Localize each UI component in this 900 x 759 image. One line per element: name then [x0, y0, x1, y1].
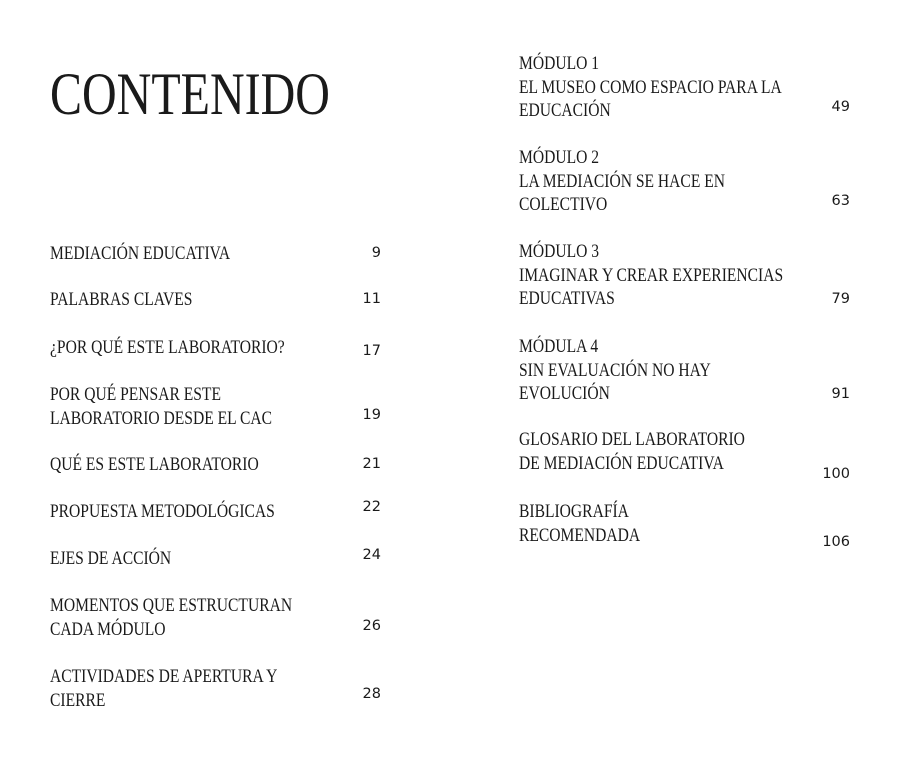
toc-entry-page: 49: [831, 99, 850, 115]
toc-entry-title: POR QUÉ PENSAR ESTE LABORATORIO DESDE EL CAC: [50, 384, 273, 429]
toc-entry-page: 24: [362, 547, 381, 563]
toc-entry-title: MÓDULO 1 EL MUSEO COMO ESPACIO PARA LA EDUCACIÓN: [519, 53, 782, 121]
toc-entry-page: 106: [822, 534, 850, 550]
toc-entry-title: EJES DE ACCIÓN: [50, 548, 172, 569]
toc-entry-page: 28: [362, 686, 381, 702]
toc-entry-title: ¿POR QUÉ ESTE LABORATORIO?: [50, 337, 285, 358]
toc-entry-title: MÓDULO 2 LA MEDIACIÓN SE HACE EN COLECTIVO: [519, 147, 725, 215]
toc-entry-page: 21: [362, 456, 381, 472]
toc-entry-title: MOMENTOS QUE ESTRUCTURAN CADA MÓDULO: [50, 595, 293, 640]
toc-entry-title: MEDIACIÓN EDUCATIVA: [50, 243, 231, 264]
toc-entry-title: MÓDULO 3 IMAGINAR Y CREAR EXPERIENCIAS EDUCATIVAS: [519, 241, 784, 309]
toc-entry-page: 19: [362, 407, 381, 423]
toc-entry-page: 9: [371, 245, 381, 261]
toc-entry-page: 91: [831, 386, 850, 402]
toc-entry-page: 22: [362, 499, 381, 515]
toc-entry-page: 11: [362, 291, 381, 307]
toc-entry-page: 79: [831, 291, 850, 307]
toc-entry-title: PALABRAS CLAVES: [50, 289, 193, 310]
toc-entry-title: PROPUESTA METODOLÓGICAS: [50, 501, 275, 522]
toc-entry-title: GLOSARIO DEL LABORATORIO DE MEDIACIÓN EDUCATIVA: [519, 429, 745, 474]
toc-entry-title: QUÉ ES ESTE LABORATORIO: [50, 454, 259, 475]
toc-entry-page: 100: [822, 466, 850, 482]
toc-entry-title: ACTIVIDADES DE APERTURA Y CIERRE: [50, 666, 278, 711]
page-title: CONTENIDO: [50, 61, 330, 127]
toc-entry-title: MÓDULA 4 SIN EVALUACIÓN NO HAY EVOLUCIÓN: [519, 336, 711, 404]
toc-entry-page: 63: [831, 193, 850, 209]
toc-entry-title: BIBLIOGRAFÍA RECOMENDADA: [519, 501, 641, 546]
toc-entry-page: 26: [362, 618, 381, 634]
toc-entry-page: 17: [362, 343, 381, 359]
